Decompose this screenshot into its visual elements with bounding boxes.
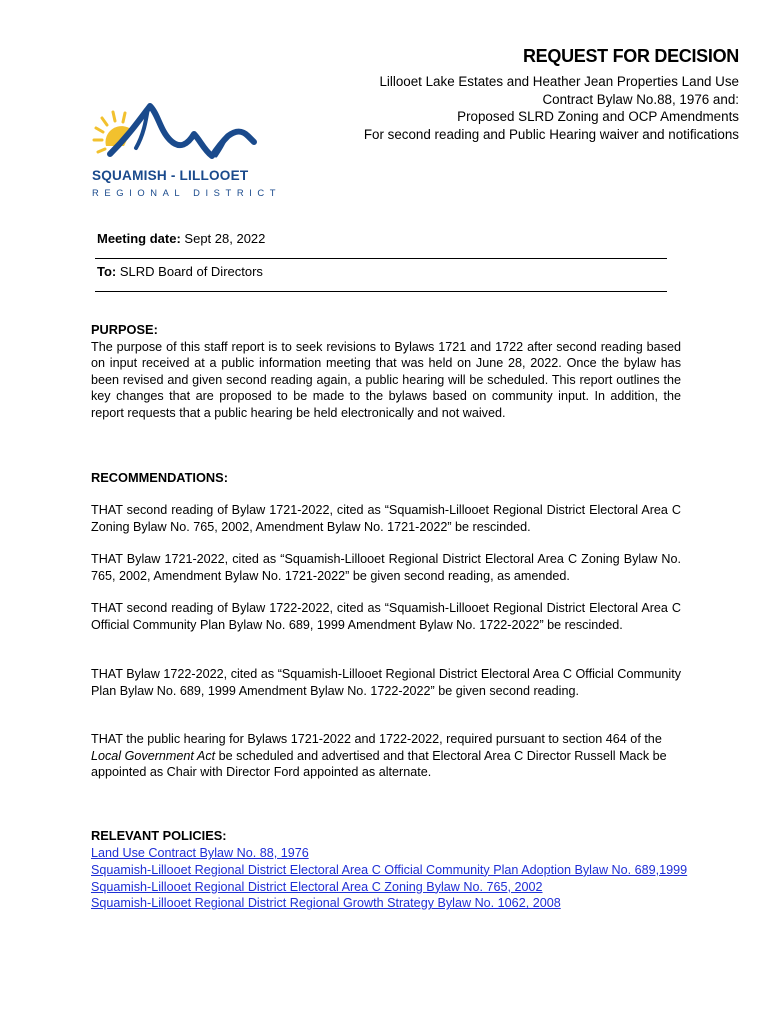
logo-name: SQUAMISH - LILLOOET [92,168,249,183]
mountain-sun-icon [88,100,263,170]
policy-link-ocp[interactable]: Squamish-Lillooet Regional District Electoral Area C Official Community Plan Adoption Bylaw No. 689,1999 [91,862,688,877]
slrd-logo [88,100,282,200]
policies-links [91,845,691,912]
to-label: To: [97,264,117,279]
subtitle-line: Lillooet Lake Estates and Heather Jean Properties Land Use [379,74,739,89]
subtitle-line: Contract Bylaw No.88, 1976 and: [542,91,739,107]
purpose-section [91,322,681,422]
recommendations-heading: RECOMMENDATIONS: [91,470,228,485]
policy-link-zoning-bylaw[interactable]: Squamish-Lillooet Regional District Electoral Area C Zoning Bylaw No. 765, 2002 [91,879,543,894]
recommendation-text: THAT the public hearing for Bylaws 1721-2022 and 1722-2022, required pursuant to section 464 of the [91,732,662,746]
recommendation-item: THAT second reading of Bylaw 1722-2022, cited as “Squamish-Lillooet Regional District Electoral Area C Official Community Plan Bylaw No. 689, 1999 Amendment Bylaw No. 1722-2022” be rescinded. [91,601,681,632]
subtitle-line: Proposed SLRD Zoning and OCP Amendments [457,109,739,125]
purpose-text: The purpose of this staff report is to seek revisions to Bylaws 1721 and 1722 after second reading based on input received at a public information meeting that was held on June 28, 2022. Once the bylaw has been revised and given second reading again, a public hearing will be scheduled. This report outlines the key changes that are proposed to be made to the bylaws based on community input. In addition, the report requests that a public hearing be held electronically and not waived. [91,339,681,420]
document-subtitle [269,73,739,143]
policy-link-land-use-contract[interactable]: Land Use Contract Bylaw No. 88, 1976 [91,846,309,860]
logo-subtitle: REGIONAL DISTRICT [92,187,282,198]
divider [95,291,667,292]
to-row [97,264,263,279]
recommendation-item: THAT second reading of Bylaw 1721-2022, cited as “Squamish-Lillooet Regional District Electoral Area C Zoning Bylaw No. 765, 2002, Amendment Bylaw No. 1721-2022” be rescinded. [91,503,681,534]
policies-heading: RELEVANT POLICIES: [91,828,227,843]
recommendation-item: THAT Bylaw 1721-2022, cited as “Squamish-Lillooet Regional District Electoral Area C Zoning Bylaw No. 765, 2002, Amendment Bylaw No. 1721-2022” be given second reading, as amended. [91,552,681,583]
meeting-date-row [97,231,265,246]
document-title: REQUEST FOR DECISION [522,46,739,66]
subtitle-line: For second reading and Public Hearing waiver and notifications [363,126,739,142]
act-name: Local Government Act [91,748,216,763]
recommendation-item: THAT Bylaw 1722-2022, cited as “Squamish-Lillooet Regional District Electoral Area C Official Community Plan Bylaw No. 689, 1999 Amendment Bylaw No. 1722-2022” be given second reading. [91,667,681,698]
policy-link-growth-strategy[interactable]: Squamish-Lillooet Regional District Regional Growth Strategy Bylaw No. 1062, 2008 [91,896,561,911]
meeting-date-label: Meeting date: [97,231,181,246]
to-value: SLRD Board of Directors [119,264,263,279]
divider [95,258,667,259]
purpose-heading: PURPOSE: [91,322,158,337]
meeting-date-value: Sept 28, 2022 [184,231,266,246]
recommendation-item [91,731,671,781]
recommendation-text: be scheduled and advertised and that Electoral Area C Director Russell Mack be appointed as Chair with Director Ford appointed as alternate. [91,748,667,780]
